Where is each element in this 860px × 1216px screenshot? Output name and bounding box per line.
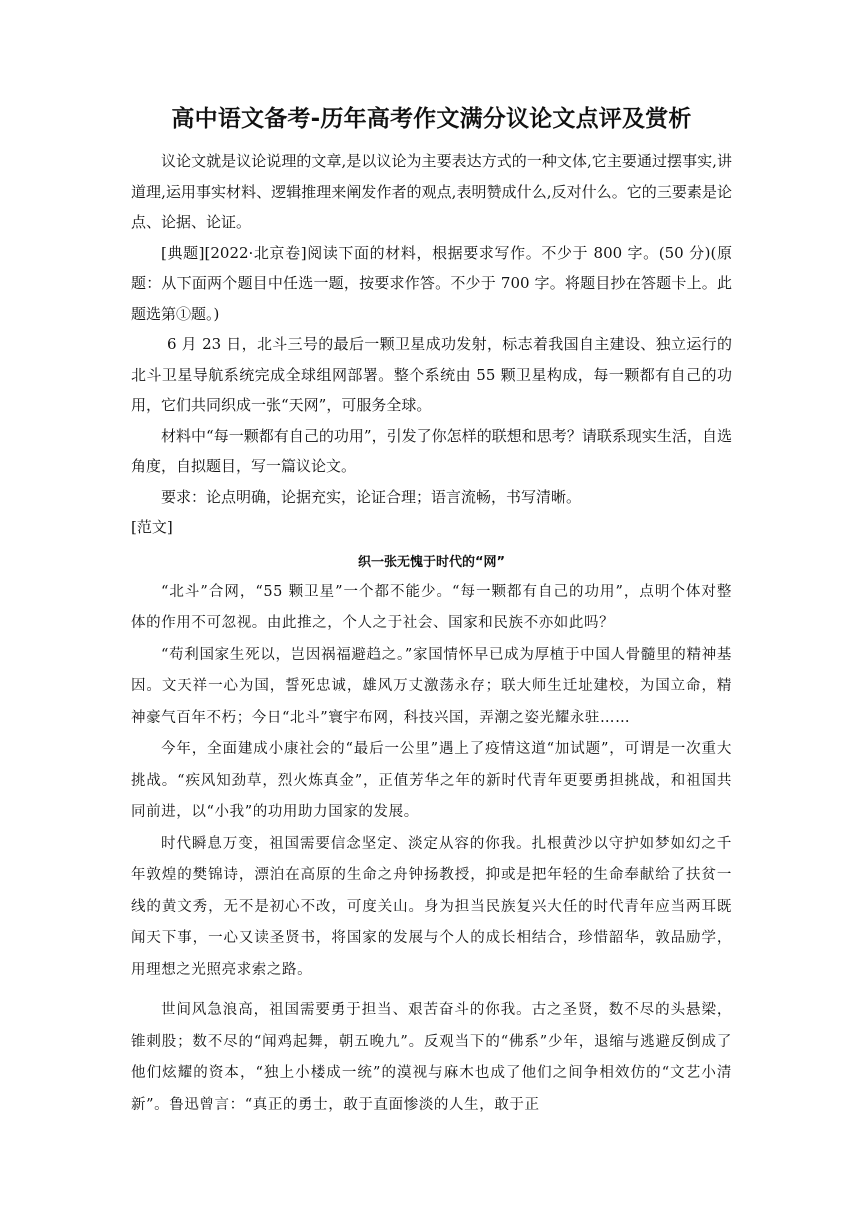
material-question: 材料中“每一颗都有自己的功用”，引发了你怎样的联想和思考？请联系现实生活，自选角度，自拟题目，写一篇议论文。 [131, 426, 732, 475]
essay-paragraph: 世间风急浪高，祖国需要勇于担当、艰苦奋斗的你我。古之圣贤，数不尽的头悬梁，锥刺股；数不尽的“闻鸡起舞，朝五晚九”。反观当下的“佛系”少年，退缩与逃避反倒成了他们炫耀的资本，“独上小楼成一统”的漠视与麻木也成了他们之间争相效仿的“文艺小清新”。鲁迅曾言：“真正的勇士，敢于直面惨淡的人生，敢于正 [131, 1002, 732, 1113]
material-paragraph: 6 月 23 日，北斗三号的最后一颗卫星成功发射，标志着我国自主建设、独立运行的北斗卫星导航系统完成全球组网部署。整个系统由 55 颗卫星构成，每一颗都有自己的功用，它们共同织成一张“天网”，可服务全球。 [131, 335, 732, 414]
sample-label: [范文] [131, 518, 173, 536]
essay-title: 织一张无愧于时代的“网” [357, 554, 506, 570]
prompt-paragraph: [典题][2022·北京卷]阅读下面的材料，根据要求写作。不少于 800 字。(50 分)(原题：从下面两个题目中任选一题，按要求作答。不少于 700 字。将题目抄在答题卡上。此题选第①题。) [131, 243, 732, 323]
requirement-paragraph: 要求：论点明确，论据充实，论证合理；语言流畅，书写清晰。 [161, 487, 582, 506]
essay-body [131, 577, 732, 1122]
paragraph-gap [131, 986, 732, 995]
document-title: 高中语文备考-历年高考作文满分议论文点评及赏析 [171, 106, 692, 132]
intro-paragraph: 议论文就是议论说理的文章,是以议论为主要表达方式的一种文体,它主要通过摆事实,讲道理,运用事实材料、逻辑推理来阐发作者的观点,表明赞成什么,反对什么。它的三要素是论点、论据、论证。 [131, 152, 732, 231]
essay-paragraph: “北斗”合网，“55 颗卫星”一个都不能少。“每一颗都有自己的功用”，点明个体对整体的作用不可忽视。由此推之，个人之于社会、国家和民族不亦如此吗？ [131, 583, 732, 631]
essay-paragraph: 时代瞬息万变，祖国需要信念坚定、淡定从容的你我。扎根黄沙以守护如梦如幻之千年敦煌的樊锦诗，漂泊在高原的生命之舟钟扬教授，抑或是把年轻的生命奉献给了扶贫一线的黄文秀，无不是初心不改，可度关山。身为担当民族复兴大任的时代青年应当两耳既闻天下事，一心又读圣贤书，将国家的发展与个人的成长相结合，珍惜韶华，敦品励学，用理想之光照亮求索之路。 [131, 835, 732, 978]
essay-paragraph: 今年，全面建成小康社会的“最后一公里”遇上了疫情这道“加试题”，可谓是一次重大挑战。“疾风知劲草，烈火炼真金”，正值芳华之年的新时代青年更要勇担挑战，和祖国共同前进，以“小我”的功用助力国家的发展。 [131, 741, 732, 820]
essay-paragraph: “苟利国家生死以，岂因祸福避趋之。”家国情怀早已成为厚植于中国人骨髓里的精神基因。文天祥一心为国，誓死忠诚，雄风万丈激荡永存；联大师生迁址建校，为国立命，精神豪气百年不朽；今日“北斗”寰宇布网，科技兴国，弄潮之姿光耀永驻…… [131, 646, 732, 726]
